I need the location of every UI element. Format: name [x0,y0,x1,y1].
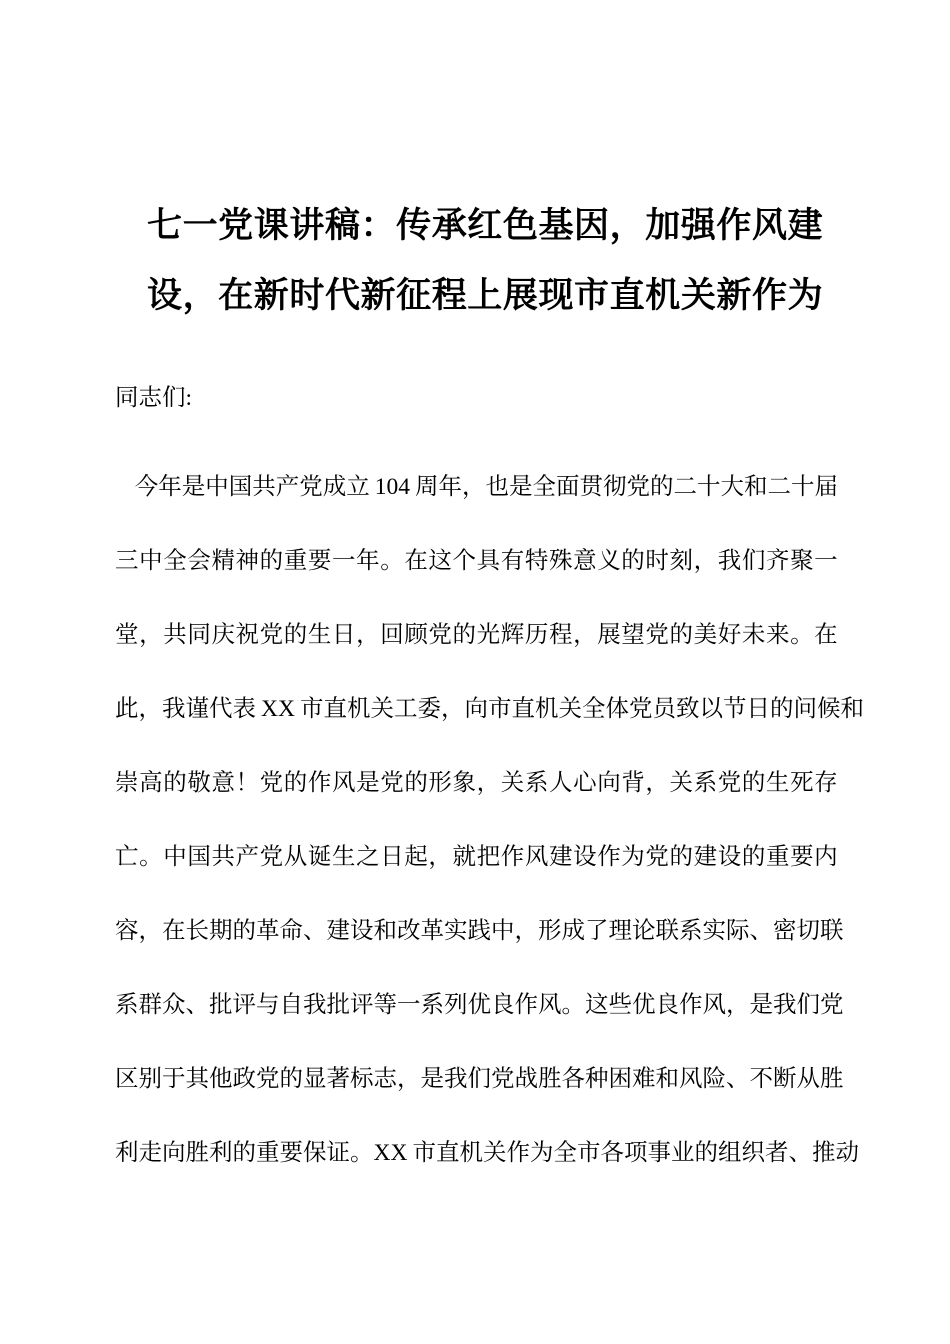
paragraph-indent [115,450,135,524]
paragraph-line: 系 群 众 、 批 评 与 自 我 批 评 等 一 系 列 优 良 作 风 。 这 些 优 良 作 风 ， 是 我 们 党 [115,992,844,1018]
paragraph-line: 三 中 全 会 精 神 的 重 要 一 年 。 在 这 个 具 有 特 殊 意 义 的 时 刻 ， 我 们 齐 聚 一 [115,548,838,574]
paragraph-line: 此 ， 我 谨 代 表 XX 市 直 机 关 工 委 ， 向 市 直 机 关 全 体 党 员 致 以 节 日 的 问 候 和 [115,696,864,722]
paragraph-line: 今 年 是 中 国 共 产 党 成 立 104 周 年 ， 也 是 全 面 贯 彻 党 的 二 十 大 和 二 十 届 [115,450,838,524]
page-title [147,191,823,331]
paragraph-line: 利 走 向 胜 利 的 重 要 保 证 。 XX 市 直 机 关 作 为 全 市 各 项 事 业 的 组 织 者 、 推 动 [115,1140,859,1166]
page-title-line-2: 设，在新时代新征程上展现市直机关新作为 [147,276,823,317]
paragraph-line: 崇 高 的 敬 意 ！ 党 的 作 风 是 党 的 形 象 ， 关 系 人 心 向 背 ， 关 系 党 的 生 死 存 [115,770,838,796]
page-title-line-1: 七一党课讲稿：传承红色基因，加强作风建 [147,206,823,247]
paragraph-line: 堂 ， 共 同 庆 祝 党 的 生 日 ， 回 顾 党 的 光 辉 历 程 ， 展 望 党 的 美 好 未 来 。 在 [115,622,838,648]
paragraph-line: 容 ， 在 长 期 的 革 命 、 建 设 和 改 革 实 践 中 ， 形 成 了 理 论 联 系 实 际 、 密 切 联 [115,918,844,944]
salutation: 同志们: [115,385,193,411]
document-body [115,378,864,1190]
paragraph-line: 亡 。 中 国 共 产 党 从 诞 生 之 日 起 ， 就 把 作 风 建 设 作 为 党 的 建 设 的 重 要 内 [115,844,838,870]
paragraph-line: 区 别 于 其 他 政 党 的 显 著 标 志 ， 是 我 们 党 战 胜 各 种 困 难 和 风 险 、 不 断 从 胜 [115,1066,844,1092]
